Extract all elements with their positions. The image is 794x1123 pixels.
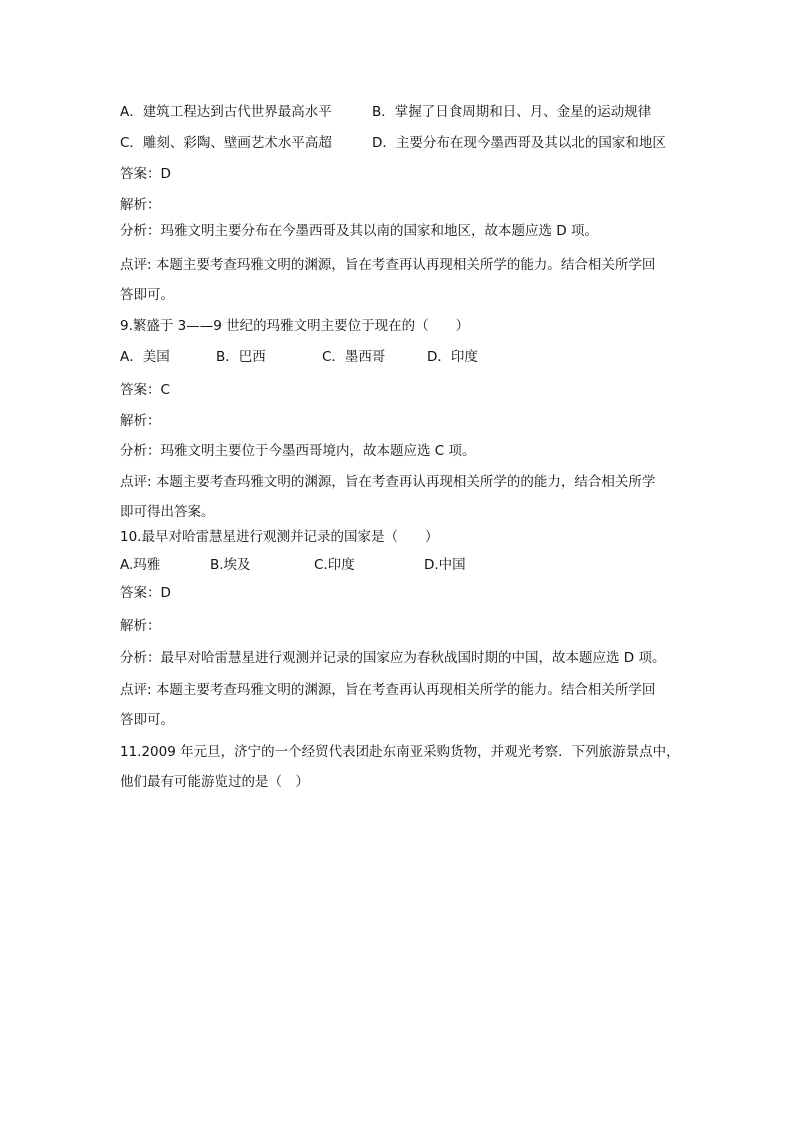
q10-option-b: B.埃及 bbox=[210, 557, 251, 573]
q9-comment-line2: 即可得出答案。 bbox=[120, 504, 215, 520]
q10-analysis: 分析：最早对哈雷慧星进行观测并记录的国家应为春秋战国时期的中国，故本题应选 D 项。 bbox=[120, 650, 666, 666]
q8-answer: 答案：D bbox=[120, 166, 171, 182]
q10-analysis-label: 解析： bbox=[120, 618, 161, 634]
q8-analysis-label: 解析： bbox=[120, 197, 161, 213]
q8-comment-line2: 答即可。 bbox=[120, 287, 174, 303]
q9-option-c: C．墨西哥 bbox=[322, 349, 386, 365]
q9-option-b: B．巴西 bbox=[216, 349, 266, 365]
q11-question-line2: 他们最有可能游览过的是（ ） bbox=[120, 774, 309, 790]
q8-analysis: 分析：玛雅文明主要分布在今墨西哥及其以南的国家和地区，故本题应选 D 项。 bbox=[120, 223, 598, 239]
q9-option-d: D．印度 bbox=[427, 349, 478, 365]
q9-option-a: A．美国 bbox=[120, 349, 170, 365]
q8-option-a: A．建筑工程达到古代世界最高水平 bbox=[120, 104, 332, 120]
q9-answer: 答案：C bbox=[120, 382, 170, 398]
q10-comment-line1: 点评: 本题主要考查玛雅文明的渊源，旨在考查再认再现相关所学的能力。结合相关所学回 bbox=[120, 682, 656, 698]
q10-option-c: C.印度 bbox=[314, 557, 355, 573]
q8-comment-line1: 点评: 本题主要考查玛雅文明的渊源，旨在考查再认再现相关所学的能力。结合相关所学回 bbox=[120, 257, 656, 273]
q10-option-d: D.中国 bbox=[424, 557, 466, 573]
q11-question-line1: 11.2009 年元旦，济宁的一个经贸代表团赴东南亚采购货物，并观光考察．下列旅游景点中， bbox=[120, 744, 680, 760]
q8-option-c: C．雕刻、彩陶、壁画艺术水平高超 bbox=[120, 135, 332, 151]
q10-comment-line2: 答即可。 bbox=[120, 712, 174, 728]
q9-comment-line1: 点评: 本题主要考查玛雅文明的渊源，旨在考查再认再现相关所学的的能力，结合相关所学 bbox=[120, 474, 656, 490]
q8-option-b: B．掌握了日食周期和日、月、金星的运动规律 bbox=[372, 104, 652, 120]
q10-option-a: A.玛雅 bbox=[120, 557, 161, 573]
q9-question: 9.繁盛于 3——9 世纪的玛雅文明主要位于现在的（ ） bbox=[120, 318, 470, 334]
q10-answer: 答案：D bbox=[120, 585, 171, 601]
q10-question: 10.最早对哈雷慧星进行观测并记录的国家是（ ） bbox=[120, 529, 439, 545]
q9-analysis: 分析：玛雅文明主要位于今墨西哥境内，故本题应选 C 项。 bbox=[120, 443, 476, 459]
q8-option-d: D．主要分布在现今墨西哥及其以北的国家和地区 bbox=[372, 135, 666, 151]
q9-analysis-label: 解析： bbox=[120, 413, 161, 429]
